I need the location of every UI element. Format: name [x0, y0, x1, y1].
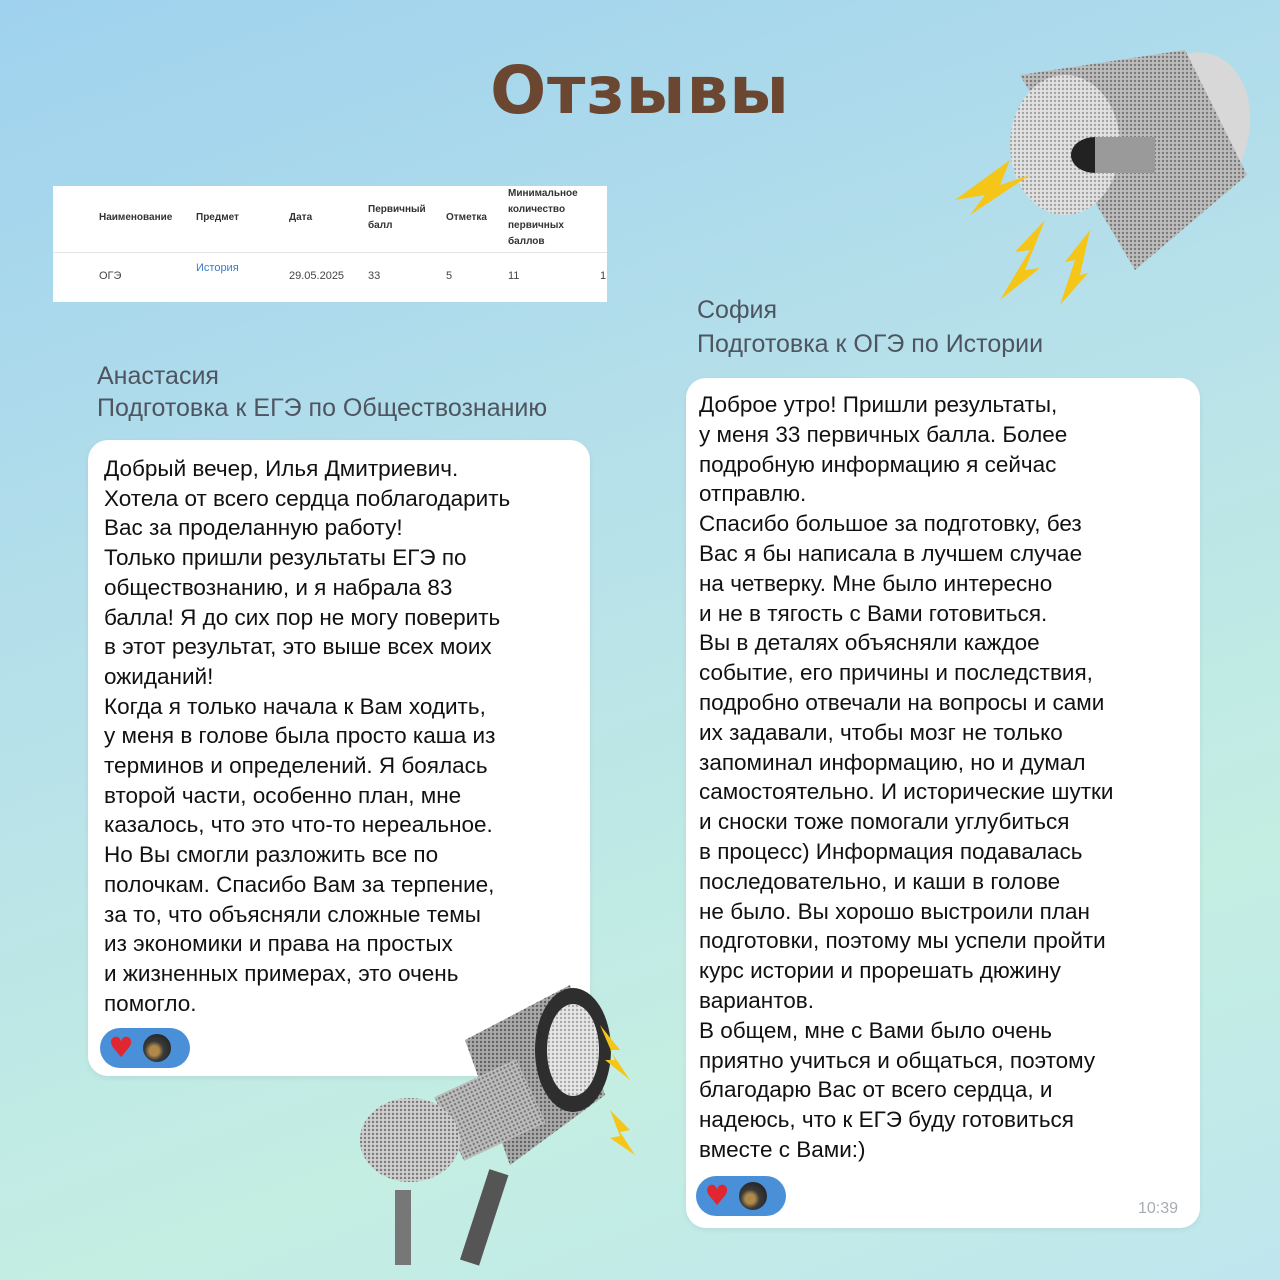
page-title: Отзывы	[490, 52, 790, 129]
review-author-name: София	[697, 296, 778, 324]
review-author-name: Анастасия	[97, 362, 219, 390]
heart-icon: ♥	[704, 1179, 730, 1212]
avatar	[141, 1032, 173, 1064]
result-table	[53, 186, 607, 302]
table-header: Отметка	[446, 212, 487, 223]
avatar	[737, 1180, 769, 1212]
divider	[53, 252, 607, 253]
table-cell: 11	[508, 270, 520, 282]
reactions-bar[interactable]	[696, 1176, 786, 1216]
message-text: Добрый вечер, Илья Дмитриевич. Хотела от всего сердца поблагодарить Вас за проделанную работу! Только пришли результаты ЕГЭ по обществознанию, и я набрала 83 балла! Я до сих пор не могу поверить в этот результат, это выше всех моих ожиданий! Когда я только начала к Вам ходить, у меня в голове была просто каша из терминов и определений. Я боялась второй части, особенно план, мне казалось, что это что-то нереальное. Но Вы смогли разложить все по полочкам. Спасибо Вам за терпение, за то, что объясняли сложные темы из экономики и права на простых и жизненных примерах, это очень помогло.	[104, 456, 511, 1016]
table-header: Наименование	[99, 212, 173, 223]
message-text: Доброе утро! Пришли результаты, у меня 33 первичных балла. Более подробную информацию я сейчас отправлю. Спасибо большое за подготовку, без Вас я бы написала в лучшем случае на четверку. Мне было интересно и не в тягость с Вами готовиться. Вы в деталях объясняли каждое событие, его причины и последствия, подробно отвечали на вопросы и сами их задавали, чтобы мозг не только запоминал информацию, но и думал самостоятельно. И исторические шутки и сноски тоже помогали углубиться в процесс) Информация подавалась последовательно, и каши в голове не было. Вы хорошо выстроили план подготовки, поэтому мы успели пройти курс истории и прорешать дюжину вариантов. В общем, мне с Вами было очень приятно учиться и общаться, поэтому благодарю Вас от всего сердца, и надеюсь, что к ЕГЭ буду готовиться вместе с Вами:)	[699, 392, 1114, 1162]
table-cell-link[interactable]: История	[196, 262, 239, 274]
message-bubble	[686, 378, 1200, 1228]
heart-icon: ♥	[108, 1031, 134, 1064]
table-cell: 33	[368, 270, 381, 282]
table-cell: 29.05.2025	[289, 270, 345, 282]
table-header: Дата	[289, 212, 313, 223]
lightning-icon	[590, 1020, 640, 1160]
reactions-bar[interactable]	[100, 1028, 190, 1068]
table-cell: 5	[446, 270, 453, 282]
table-cell: 1	[600, 270, 607, 282]
message-time: 10:39	[1138, 1200, 1179, 1217]
table-header: Предмет	[196, 212, 239, 223]
review-course: Подготовка к ЕГЭ по Обществознанию	[97, 394, 548, 422]
table-cell: ОГЭ	[99, 270, 122, 282]
table-header: Минимальное количество первичных баллов	[508, 188, 578, 247]
lightning-icon	[950, 140, 1100, 310]
table-header: Первичный балл	[368, 204, 426, 231]
review-course: Подготовка к ОГЭ по Истории	[697, 330, 1044, 358]
